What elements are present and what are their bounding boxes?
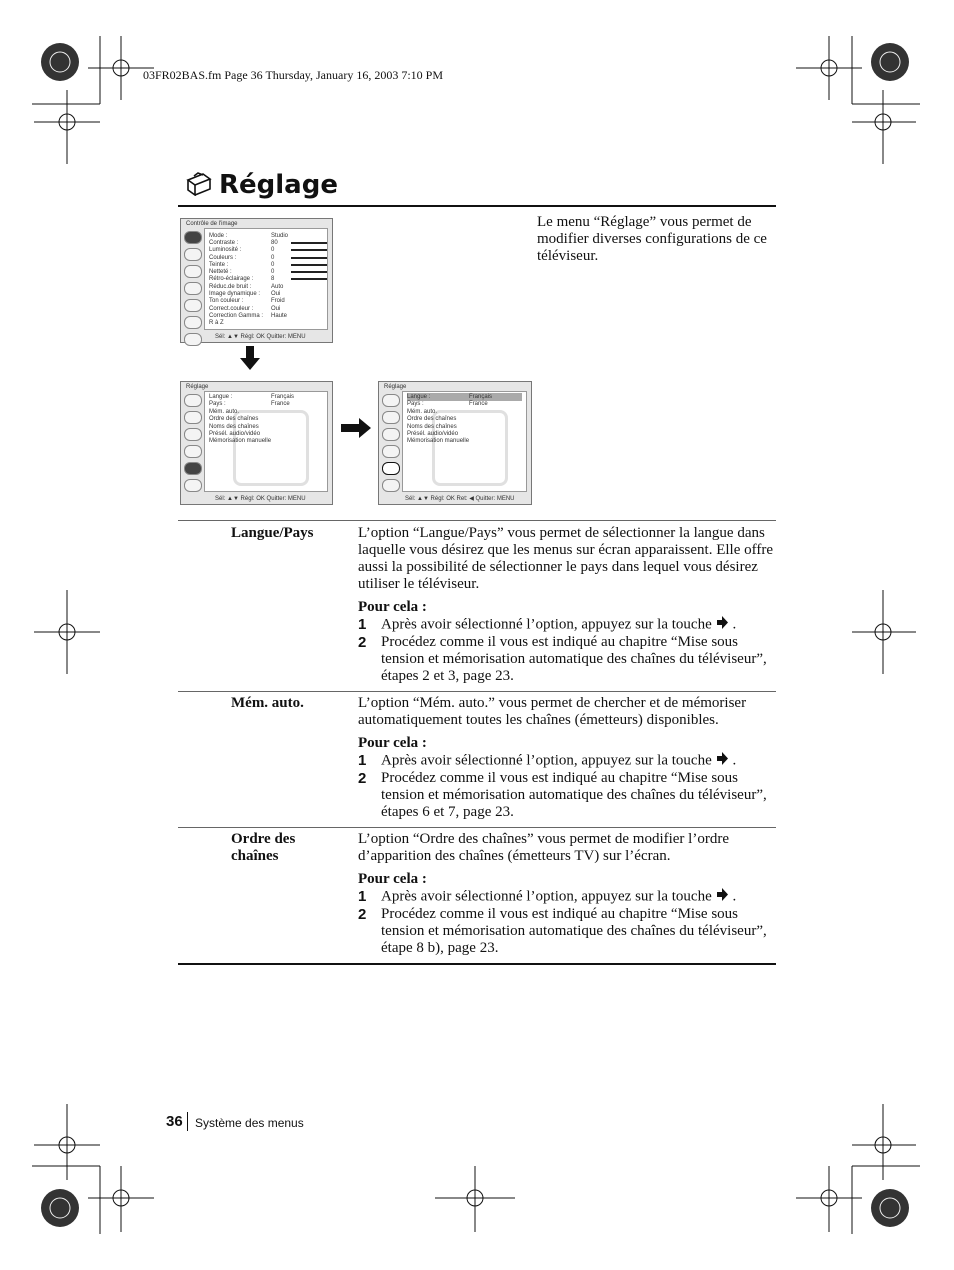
- menu-row: Image dynamique : Oui: [209, 291, 281, 297]
- menu-row: Mémorisation manuelle: [407, 438, 470, 444]
- right-button-icon: [716, 752, 729, 770]
- table-row-langue-pays: [178, 525, 776, 690]
- menu-row: Teinte : 0: [209, 262, 275, 268]
- arrow-down-icon: [240, 346, 260, 370]
- menu-row: Noms des chaînes: [407, 424, 457, 430]
- table-row-ordre-chaines: [178, 831, 776, 961]
- pc-menu-icon: [184, 445, 202, 458]
- term-description: [358, 695, 776, 821]
- menu-row: Mémorisation manuelle: [209, 438, 272, 444]
- sound-menu-icon: [184, 248, 202, 261]
- description-text: L’option “Mém. auto.” vous permet de chercher et de mémoriser automatiquement toutes les chaînes (émetteurs) disponibles.: [358, 695, 747, 728]
- step-2: 2 Procédez comme il vous est indiqué au chapitre “Mise sous tension et mémorisation automatique des chaînes du téléviseur”, étapes 6 et 7, page 23.: [358, 770, 767, 820]
- menu-panel: [402, 391, 527, 492]
- step-2: 2 Procédez comme il vous est indiqué au chapitre “Mise sous tension et mémorisation automatique des chaînes du téléviseur”, étape 8 b), page 23.: [358, 906, 767, 956]
- misc-menu-icon: [382, 479, 400, 492]
- timer-menu-icon: [382, 428, 400, 441]
- tv-screen-image-control: [180, 218, 333, 343]
- menu-row: Couleurs : 0: [209, 255, 275, 261]
- setup-menu-icon: [184, 282, 202, 295]
- menu-row: Noms des chaînes: [209, 424, 259, 430]
- page-title-row: [185, 165, 338, 205]
- timer-menu-icon: [184, 428, 202, 441]
- slider-bar: [291, 249, 327, 251]
- menu-row: Luminosité : 0: [209, 247, 275, 253]
- term-label: Mém. auto.: [231, 695, 304, 711]
- menu-row: Correct.couleur : Oui: [209, 306, 281, 312]
- menu-row: Mém. auto.: [209, 409, 240, 415]
- menu-row: Ordre des chaînes: [209, 416, 259, 422]
- screen-footer: Sél: ▲▼ Régl: OK Quitter: MENU: [215, 334, 306, 340]
- menu-row: Mode : Studio: [209, 233, 289, 239]
- screen-footer: Sél: ▲▼ Régl: OK Quitter: MENU: [215, 496, 306, 502]
- screen-title: Contrôle de l'image: [186, 221, 238, 227]
- pour-cela-label: Pour cela :: [358, 871, 427, 887]
- pour-cela-label: Pour cela :: [358, 599, 427, 615]
- step-1: 1 Après avoir sélectionné l’option, appuyez sur la touche .: [358, 888, 737, 905]
- right-button-icon: [716, 888, 729, 906]
- menu-row: Contraste : 80: [209, 240, 278, 246]
- description-text: L’option “Langue/Pays” vous permet de sélectionner la langue dans laquelle vous désirez que les menus sur écran apparaissent. Elle offre aussi la possibilité de sélectionner le pays dans lequel vous désirez utiliser le téléviseur.: [358, 525, 773, 592]
- table-rule: [178, 691, 776, 692]
- misc-menu-icon: [184, 479, 202, 492]
- term-description: [358, 831, 776, 957]
- menu-row: Ton couleur : Froid: [209, 298, 285, 304]
- picture-menu-icon: [184, 394, 202, 407]
- toolbox-icon: [185, 170, 213, 201]
- arrow-right-icon: [341, 418, 371, 438]
- pc-menu-icon: [184, 299, 202, 312]
- menu-icon-column: [183, 392, 203, 492]
- file-header: 03FR02BAS.fm Page 36 Thursday, January 16, 2003 7:10 PM: [143, 68, 443, 82]
- table-rule: [178, 827, 776, 828]
- pc-menu-icon: [382, 445, 400, 458]
- step-2: 2 Procédez comme il vous est indiqué au chapitre “Mise sous tension et mémorisation automatique des chaînes du téléviseur”, étapes 2 et 3, page 23.: [358, 634, 767, 684]
- menu-row: Correction Gamma : Haute: [209, 313, 288, 319]
- slider-bar: [291, 257, 327, 259]
- menu-row: Présél. audio/vidéo: [407, 431, 459, 437]
- menu-row: Pays : France: [407, 401, 488, 407]
- menu-row: R à Z: [209, 320, 224, 326]
- right-button-icon: [716, 616, 729, 634]
- screen-footer: Sél: ▲▼ Régl: OK Ret: ◀ Quitter: MENU: [405, 496, 515, 502]
- sound-menu-icon: [184, 411, 202, 424]
- menu-icon-column: [381, 392, 401, 492]
- tv-screen-reglage: [180, 381, 333, 505]
- menu-row: Présél. audio/vidéo: [209, 431, 261, 437]
- sound-menu-icon: [382, 411, 400, 424]
- slider-bar: [291, 242, 327, 244]
- step-1: 1 Après avoir sélectionné l’option, appuyez sur la touche .: [358, 752, 737, 769]
- table-row-mem-auto: [178, 695, 776, 825]
- timer-menu-icon: [184, 265, 202, 278]
- menu-row: Mém. auto.: [407, 409, 438, 415]
- screen-title: Réglage: [384, 384, 407, 390]
- intro-text: Le menu “Réglage” vous permet de modifier diverses configurations de ce téléviseur.: [537, 214, 767, 264]
- menu-row: Réduc.de bruit : Auto: [209, 284, 284, 290]
- tv-screen-reglage-selected: [378, 381, 532, 505]
- slider-bar: [291, 264, 327, 266]
- footer-section: Système des menus: [195, 1116, 304, 1130]
- menu-row-selected: Langue : Français: [407, 393, 522, 401]
- setup-menu-icon: [184, 462, 202, 475]
- menu-row: Ordre des chaînes: [407, 416, 457, 422]
- term-description: [358, 525, 776, 685]
- step-1: 1 Après avoir sélectionné l’option, appuyez sur la touche .: [358, 616, 737, 633]
- term-label: Ordre des chaînes: [231, 831, 296, 864]
- table-rule-bottom: [178, 963, 776, 965]
- screen-title: Réglage: [186, 384, 209, 390]
- slider-bar: [291, 271, 327, 273]
- menu-row: Langue : Français: [209, 394, 295, 400]
- page-title: Réglage: [219, 170, 338, 200]
- picture-menu-icon: [382, 394, 400, 407]
- footer-separator: [187, 1112, 188, 1131]
- setup-menu-icon: [382, 462, 400, 475]
- picture-menu-icon: [184, 231, 202, 244]
- slider-bar: [291, 278, 327, 280]
- page-number: 36: [166, 1113, 183, 1130]
- menu-panel: [204, 391, 328, 492]
- description-text: L’option “Ordre des chaînes” vous permet de modifier l’ordre d’apparition des chaînes (émetteurs TV) sur l’écran.: [358, 831, 729, 864]
- misc-menu-icon: [184, 316, 202, 329]
- menu-panel: [204, 228, 328, 330]
- term-label: Langue/Pays: [231, 525, 314, 541]
- table-rule-top: [178, 520, 776, 521]
- menu-row: Pays : France: [209, 401, 290, 407]
- title-rule: [178, 205, 776, 207]
- menu-icon-column: [183, 229, 203, 330]
- menu-row: Netteté : 0: [209, 269, 275, 275]
- pour-cela-label: Pour cela :: [358, 735, 427, 751]
- menu-row: Rétro-éclairage : 8: [209, 276, 275, 282]
- extra-menu-icon: [184, 333, 202, 346]
